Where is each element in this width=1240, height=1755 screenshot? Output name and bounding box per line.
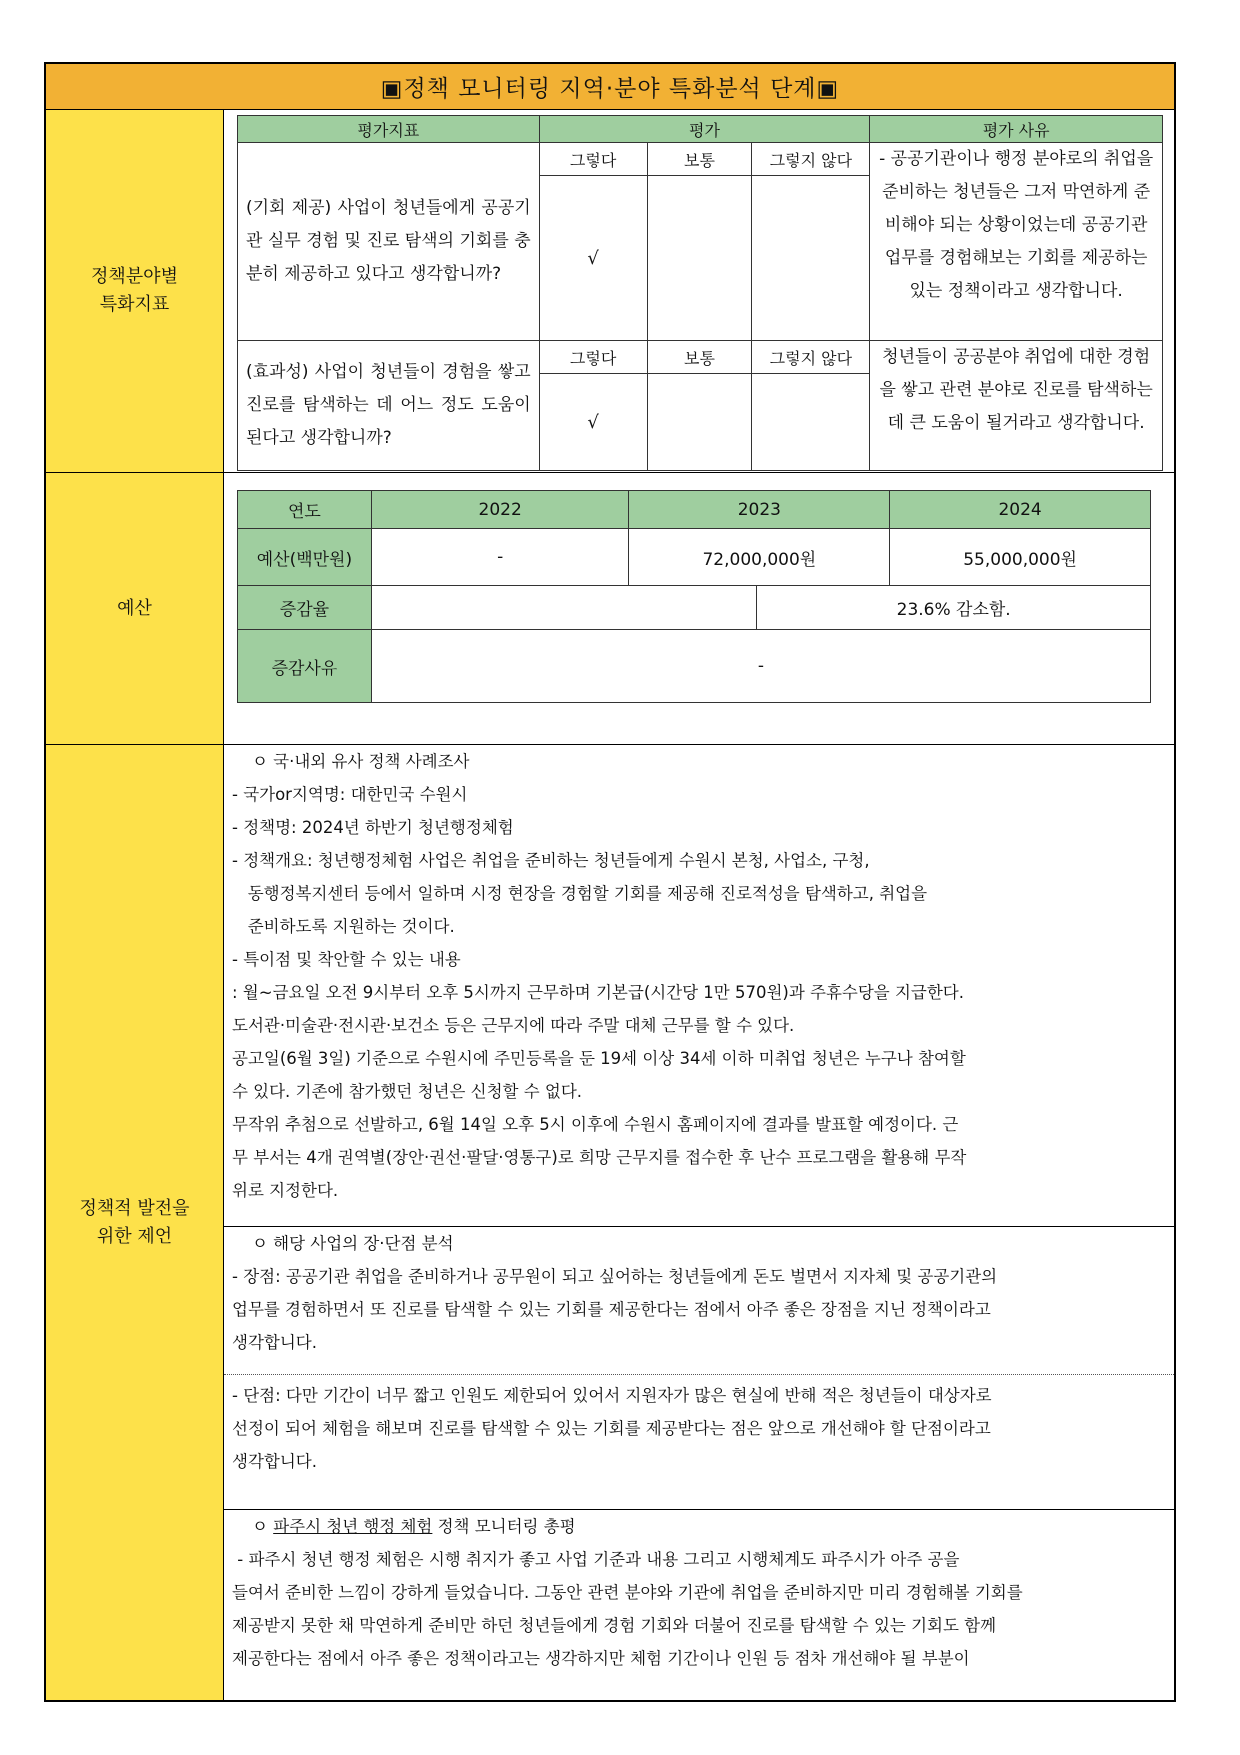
budget-label: 예산 xyxy=(46,473,224,745)
text-line: - 국가or지역명: 대한민국 수원시 xyxy=(232,785,468,804)
review-heading xyxy=(232,1510,1166,1543)
text-line: 위로 지정한다. xyxy=(232,1181,339,1200)
check-mark-2: √ xyxy=(539,374,647,471)
text-line: 제공받지 못한 채 막연하게 준비만 하던 청년들에게 경험 기회와 더불어 진로를 탐색할 수 있는 기회도 함께 xyxy=(232,1616,997,1635)
budget-section xyxy=(224,473,1174,745)
amount-2022: - xyxy=(371,529,629,586)
budget-table xyxy=(237,490,1151,703)
year-2024: 2024 xyxy=(890,491,1151,529)
indicators-section xyxy=(224,110,1174,473)
indicator-table xyxy=(237,115,1163,471)
review-lines xyxy=(232,1543,1166,1675)
text-line: - 파주시 청년 행정 체험은 시행 취지가 좋고 사업 기준과 내용 그리고 시행체계도 파주시가 아주 공을 xyxy=(232,1550,960,1569)
rate-value: 23.6% 감소함. xyxy=(757,586,1151,630)
text-line: 선정이 되어 체험을 해보며 진로를 탐색할 수 있는 기회를 제공받다는 점은 앞으로 개선해야 할 단점이라고 xyxy=(232,1419,991,1438)
text-line: : 월~금요일 오전 9시부터 오후 5시까지 근무하며 기본급(시간당 1만 570원)과 주휴수당을 지급한다. xyxy=(232,983,964,1002)
text-line: - 정책명: 2024년 하반기 청년행정체험 xyxy=(232,818,514,837)
reason-value: - xyxy=(371,630,1150,703)
review-block xyxy=(224,1510,1174,1700)
empty-no-2 xyxy=(752,374,870,471)
proposal-section xyxy=(224,745,1174,1700)
text-line: 무 부서는 4개 권역별(장안·권선·팔달·영통구)로 희망 근무지를 접수한 후 난수 프로그램을 활용해 무작 xyxy=(232,1148,967,1167)
proposal-label: 정책적 발전을 위한 제언 xyxy=(46,745,224,1700)
empty-neutral-1 xyxy=(647,176,752,341)
cons-lines xyxy=(232,1379,1166,1478)
rate-empty xyxy=(371,586,757,630)
case-lines xyxy=(232,778,1166,1207)
page-title: ▣정책 모니터링 지역·분야 특화분석 단계▣ xyxy=(46,64,1174,110)
review-suffix: 정책 모니터링 총평 xyxy=(432,1517,576,1536)
amount-2023: 72,000,000원 xyxy=(629,529,890,586)
reason-label: 증감사유 xyxy=(238,630,372,703)
check-mark-1: √ xyxy=(539,176,647,341)
amount-2024: 55,000,000원 xyxy=(890,529,1151,586)
option-no-1: 그렇지 않다 xyxy=(752,143,870,176)
text-line: 준비하도록 지원하는 것이다. xyxy=(232,917,455,936)
case-heading: ㅇ 국·내외 유사 정책 사례조사 xyxy=(252,752,470,771)
text-line: - 단점: 다만 기간이 너무 짧고 인원도 제한되어 있어서 지원자가 많은 현실에 반해 적은 청년들이 대상자로 xyxy=(232,1386,992,1405)
text-line: 공고일(6월 3일) 기준으로 수원시에 주민등록을 둔 19세 이상 34세 이하 미취업 청년은 누구나 참여할 xyxy=(232,1049,966,1068)
text-line: 들여서 준비한 느낌이 강하게 들었습니다. 그동안 관련 분야와 기관에 취업을 준비하지만 미리 경험해볼 기회를 xyxy=(232,1583,1023,1602)
text-line: 제공한다는 점에서 아주 좋은 정책이라고는 생각하지만 체험 기간이나 인원 등 점차 개선해야 될 부분이 xyxy=(232,1649,970,1668)
header-reason: 평가 사유 xyxy=(870,116,1163,143)
cons-block xyxy=(224,1375,1174,1510)
text-line: 수 있다. 기존에 참가했던 청년은 신청할 수 없다. xyxy=(232,1082,583,1101)
text-line: - 정책개요: 청년행정체험 사업은 취업을 준비하는 청년들에게 수원시 본청, 사업소, 구청, xyxy=(232,851,870,870)
rate-label: 증감율 xyxy=(238,586,372,630)
report-frame xyxy=(44,62,1176,1702)
review-policy-name: 파주시 청년 행정 체험 xyxy=(273,1517,433,1536)
header-indicator: 평가지표 xyxy=(238,116,540,143)
pros-lines xyxy=(232,1260,1166,1359)
text-line: 무작위 추첨으로 선발하고, 6월 14일 오후 5시 이후에 수원시 홈페이지에 결과를 발표할 예정이다. 근 xyxy=(232,1115,959,1134)
empty-no-1 xyxy=(752,176,870,341)
text-line: - 특이점 및 착안할 수 있는 내용 xyxy=(232,950,461,969)
question-1: (기회 제공) 사업이 청년들에게 공공기관 실무 경험 및 진로 탐색의 기회를 충분히 제공하고 있다고 생각합니까? xyxy=(238,143,540,341)
year-2023: 2023 xyxy=(629,491,890,529)
text-line: - 장점: 공공기관 취업을 준비하거나 공무원이 되고 싶어하는 청년들에게 돈도 벌면서 지자체 및 공공기관의 xyxy=(232,1267,998,1286)
option-yes-2: 그렇다 xyxy=(539,341,647,374)
option-neutral-1: 보통 xyxy=(647,143,752,176)
question-2: (효과성) 사업이 청년들이 경험을 쌓고 진로를 탐색하는 데 어느 정도 도움이 된다고 생각합니까? xyxy=(238,341,540,471)
year-2022: 2022 xyxy=(371,491,629,529)
text-line: 도서관·미술관·전시관·보건소 등은 근무지에 따라 주말 대체 근무를 할 수 있다. xyxy=(232,1016,795,1035)
text-line: 생각합니다. xyxy=(232,1452,317,1471)
reason-2: 청년들이 공공분야 취업에 대한 경험을 쌓고 관련 분야로 진로를 탐색하는데 큰 도움이 될거라고 생각합니다. xyxy=(870,341,1163,471)
indicators-label: 정책분야별 특화지표 xyxy=(46,110,224,473)
text-line: 업무를 경험하면서 또 진로를 탐색할 수 있는 기회를 제공한다는 점에서 아주 좋은 장점을 지닌 정책이라고 xyxy=(232,1300,991,1319)
reason-1: - 공공기관이나 행정 분야로의 취업을 준비하는 청년들은 그저 막연하게 준비해야 되는 상황이었는데 공공기관 업무를 경험해보는 기회를 제공하는 있는 정책이라고 생각합니다. xyxy=(870,143,1163,341)
amount-label: 예산(백만원) xyxy=(238,529,372,586)
option-yes-1: 그렇다 xyxy=(539,143,647,176)
option-neutral-2: 보통 xyxy=(647,341,752,374)
case-study-block xyxy=(224,745,1174,1227)
pros-block xyxy=(224,1227,1174,1375)
text-line: 생각합니다. xyxy=(232,1333,317,1352)
empty-neutral-2 xyxy=(647,374,752,471)
header-evaluation: 평가 xyxy=(539,116,870,143)
review-prefix: ㅇ xyxy=(252,1517,274,1536)
option-no-2: 그렇지 않다 xyxy=(752,341,870,374)
year-label: 연도 xyxy=(238,491,372,529)
pros-heading: ㅇ 해당 사업의 장·단점 분석 xyxy=(252,1234,454,1253)
text-line: 동행정복지센터 등에서 일하며 시정 현장을 경험할 기회를 제공해 진로적성을 탐색하고, 취업을 xyxy=(232,884,928,903)
